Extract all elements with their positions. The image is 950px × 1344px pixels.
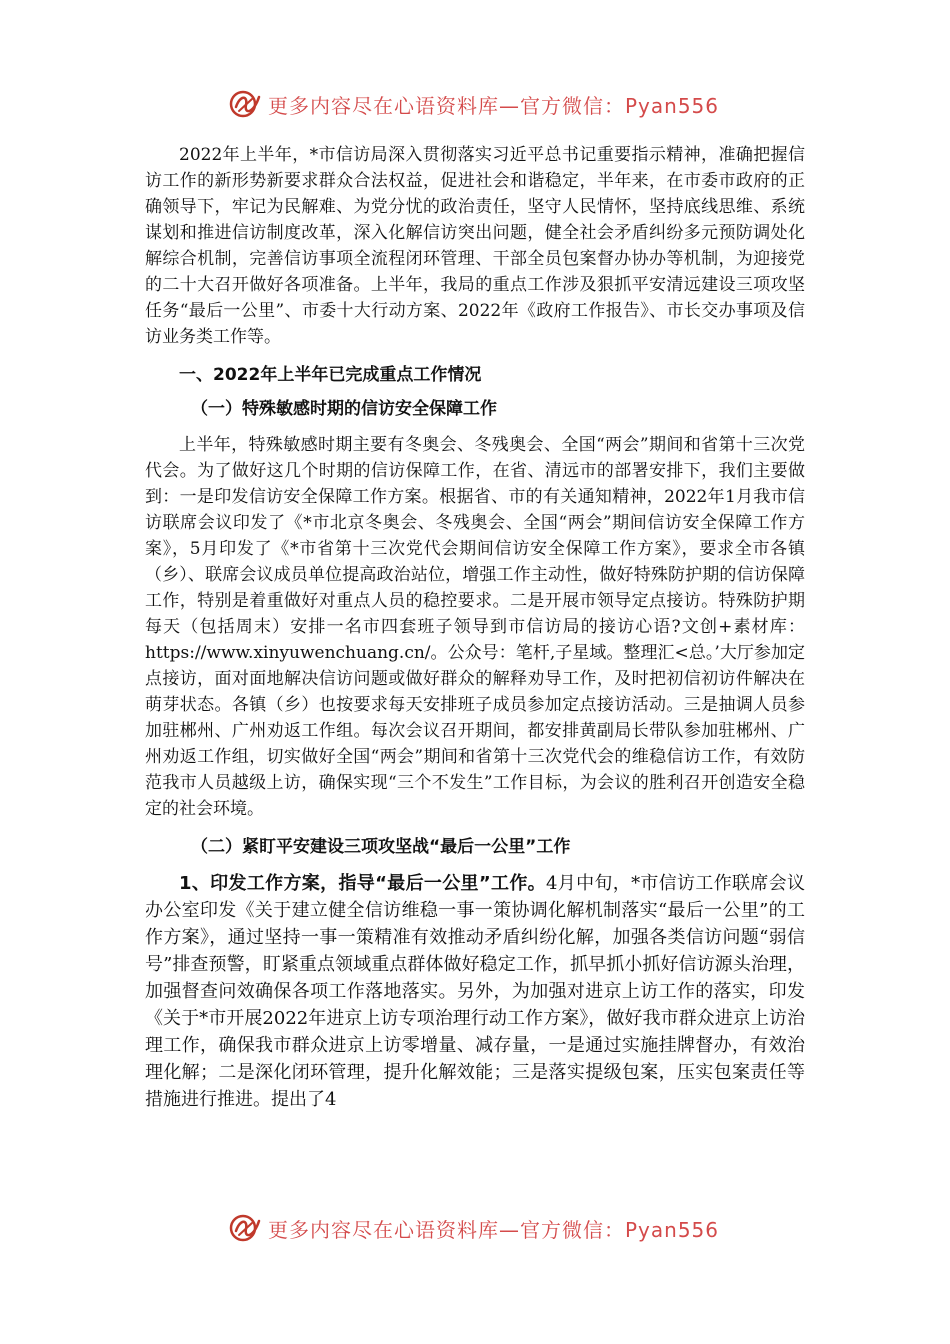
section-1-paragraph: 上半年，特殊敏感时期主要有冬奥会、冬残奥会、全国“两会”期间和省第十三次党代会。为了做好这几个时期的信访保障工作，在省、清远市的部署安排下，我们主要做到：一是印发信访安全保障工作方案。根据省、市的有关通知精神，2022年1月我市信访联席会议印发了《*市北京冬奥会、冬残奥会、全国“两会”期间信访安全保障工作方案》，5月印发了《*市省第十三次党代会期间信访安全保障工作方案》，要求全市各镇（乡）、联席会议成员单位提高政治站位，增强工作主动性，做好特殊防护期的信访保障工作，特别是着重做好对重点人员的稳控要求。二是开展市领导定点接访。特殊防护期每天（包括周末）安排一名市四套班子领导到市信访局的接访心语?文创+素材库：https://www.xinyuwenchuang.cn/。公众号：笔杆,子星域。整理汇<总。’大厅参加定点接访，面对面地解决信访问题或做好群众的解释劝导工作，及时把初信初访件解决在萌芽状态。各镇（乡）也按要求每天安排班子成员参加定点接访活动。三是抽调人员参加驻郴州、广州劝返工作组。每次会议召开期间，都安排黄副局长带队参加驻郴州、广州劝返工作组，切实做好全国“两会”期间和省第十三次党代会的维稳信访工作，有效防范我市人员越级上访，确保实现“三个不发生”工作目标，为会议的胜利召开创造安全稳定的社会环境。 [145,435,805,819]
section-1-title: （一）特殊敏感时期的信访安全保障工作 [191,399,497,419]
section-2-title: （二）紧盯平安建设三项攻坚战“最后一公里”工作 [191,837,571,857]
heading-completed-work: 一、2022年上半年已完成重点工作情况 [179,365,482,385]
watermark-text: 更多内容尽在心语资料库—官方微信：Pyan556 [268,1217,720,1242]
intro-paragraph: 2022年上半年，*市信访局深入贯彻落实习近平总书记重要指示精神，准确把握信访工作的新形势新要求群众合法权益，促进社会和谐稳定，半年来，在市委市政府的正确领导下，牢记为民解难、为党分忧的政治责任，坚守人民情怀，坚持底线思维、系统谋划和推进信访制度改革，深入化解信访突出问题，健全社会矛盾纠纷多元预防调处化解综合机制，完善信访事项全流程闭环管理、干部全员包案督办协办等机制，为迎接党的二十大召开做好各项准备。上半年，我局的重点工作涉及狠抓平安清远建设三项攻坚任务“最后一公里”、市委十大行动方案、2022年《政府工作报告》、市长交办事项及信访业务类工作等。 [145,145,805,347]
watermark-text: 更多内容尽在心语资料库—官方微信：Pyan556 [268,93,720,118]
signature-logo-icon [228,1211,262,1245]
section-2-lead: 1、印发工作方案，指导“最后一公里”工作。 [179,873,546,894]
footer-watermark [228,1208,728,1248]
document-body [145,142,805,1113]
section-2-paragraph [145,870,805,1113]
section-2-body: 4月中旬，*市信访工作联席会议办公室印发《关于建立健全信访维稳一事一策协调化解机制落实“最后一公里”的工作方案》，通过坚持一事一策精准有效推动矛盾纠纷化解，加强各类信访问题“弱信号”排查预警，盯紧重点领域重点群体做好稳定工作，抓早抓小抓好信访源头治理，加强督查问效确保各项工作落地落实。另外，为加强对进京上访工作的落实，印发《关于*市开展2022年进京上访专项治理行动工作方案》，做好我市群众进京上访治理工作，确保我市群众进京上访零增量、减存量，一是通过实施挂牌督办，有效治理化解；二是深化闭环管理，提升化解效能；三是落实提级包案，压实包案责任等措施进行推进。提出了4 [145,873,805,1110]
header-watermark [228,84,728,124]
signature-logo-icon [228,87,262,121]
